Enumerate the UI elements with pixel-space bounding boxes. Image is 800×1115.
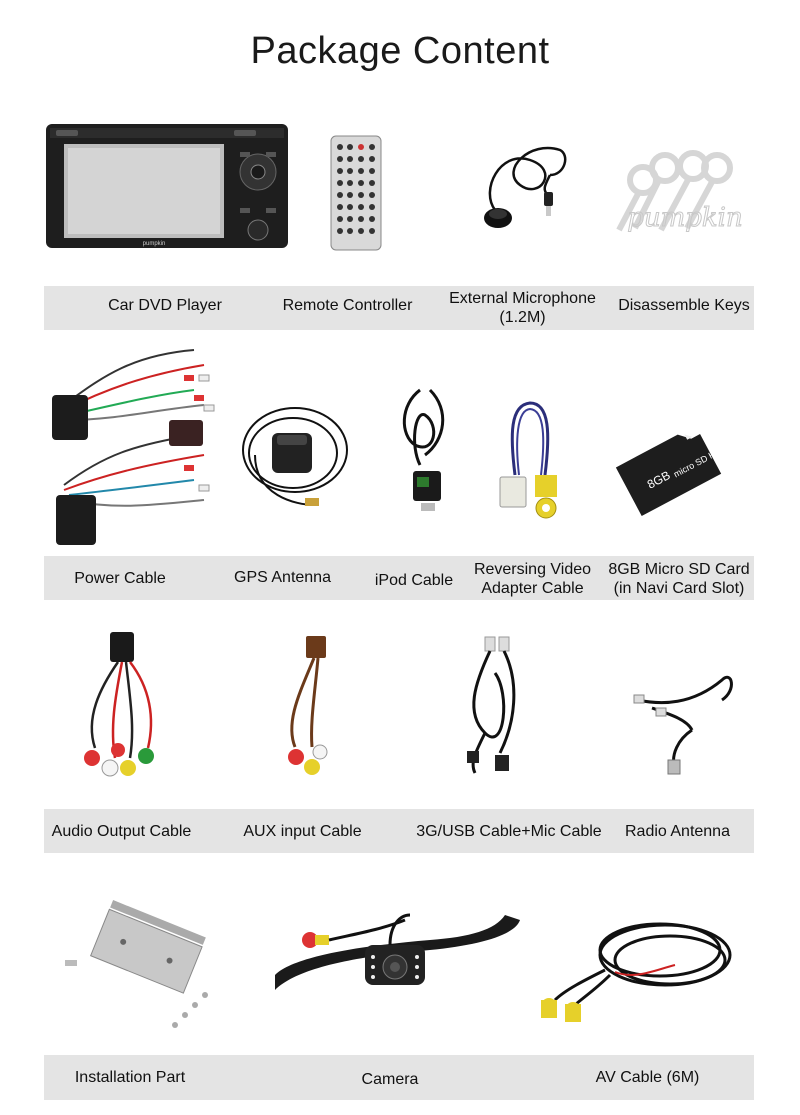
device-brand-text: pumpkin: [142, 241, 166, 247]
installation-part-image: [55, 900, 225, 1035]
caption-reversing-video-adapter: Reversing Video Adapter Cable: [473, 561, 592, 597]
caption-usb-mic-cable: 3G/USB Cable+Mic Cable: [416, 823, 602, 840]
caption-aux-input-cable: AUX input Cable: [243, 823, 362, 840]
radio-antenna-image: [632, 660, 742, 780]
caption-external-microphone: External Microphone (1.2M): [449, 290, 596, 326]
caption-installation-part: Installation Part: [74, 1069, 186, 1086]
sd-card-brand: micro SD HC: [671, 445, 723, 480]
remote-controller-image: [330, 135, 382, 251]
page-title: Package Content: [250, 30, 550, 72]
caption-car-dvd-player: Car DVD Player: [108, 297, 222, 314]
caption-remote-controller: Remote Controller: [282, 297, 413, 314]
micro-sd-card-image: [612, 417, 728, 517]
watermark-text: pumpkin: [627, 203, 743, 233]
sd-card-capacity: 8GB: [644, 467, 673, 492]
caption-power-cable: Power Cable: [74, 570, 166, 587]
caption-camera: Camera: [361, 1071, 419, 1088]
camera-image: [270, 905, 525, 1025]
reversing-video-adapter-image: [495, 395, 565, 525]
usb-mic-cable-image: [455, 633, 530, 783]
power-cable-image: [44, 335, 219, 550]
ipod-cable-image: [395, 385, 455, 520]
car-dvd-player-image: [44, 122, 290, 250]
caption-disassemble-keys: Disassemble Keys: [618, 297, 750, 314]
external-microphone-image: [470, 130, 580, 240]
caption-ipod-cable: iPod Cable: [374, 572, 454, 589]
caption-av-cable: AV Cable (6M): [595, 1069, 700, 1086]
gps-antenna-image: [235, 395, 355, 520]
aux-input-cable-image: [270, 632, 340, 782]
av-cable-image: [525, 910, 740, 1025]
disassemble-keys-image: [605, 148, 765, 243]
audio-output-cable-image: [70, 628, 170, 788]
caption-radio-antenna: Radio Antenna: [625, 823, 730, 840]
caption-micro-sd-card: 8GB Micro SD Card (in Navi Card Slot): [608, 561, 750, 597]
caption-gps-antenna: GPS Antenna: [234, 569, 331, 586]
caption-audio-output-cable: Audio Output Cable: [51, 823, 192, 840]
